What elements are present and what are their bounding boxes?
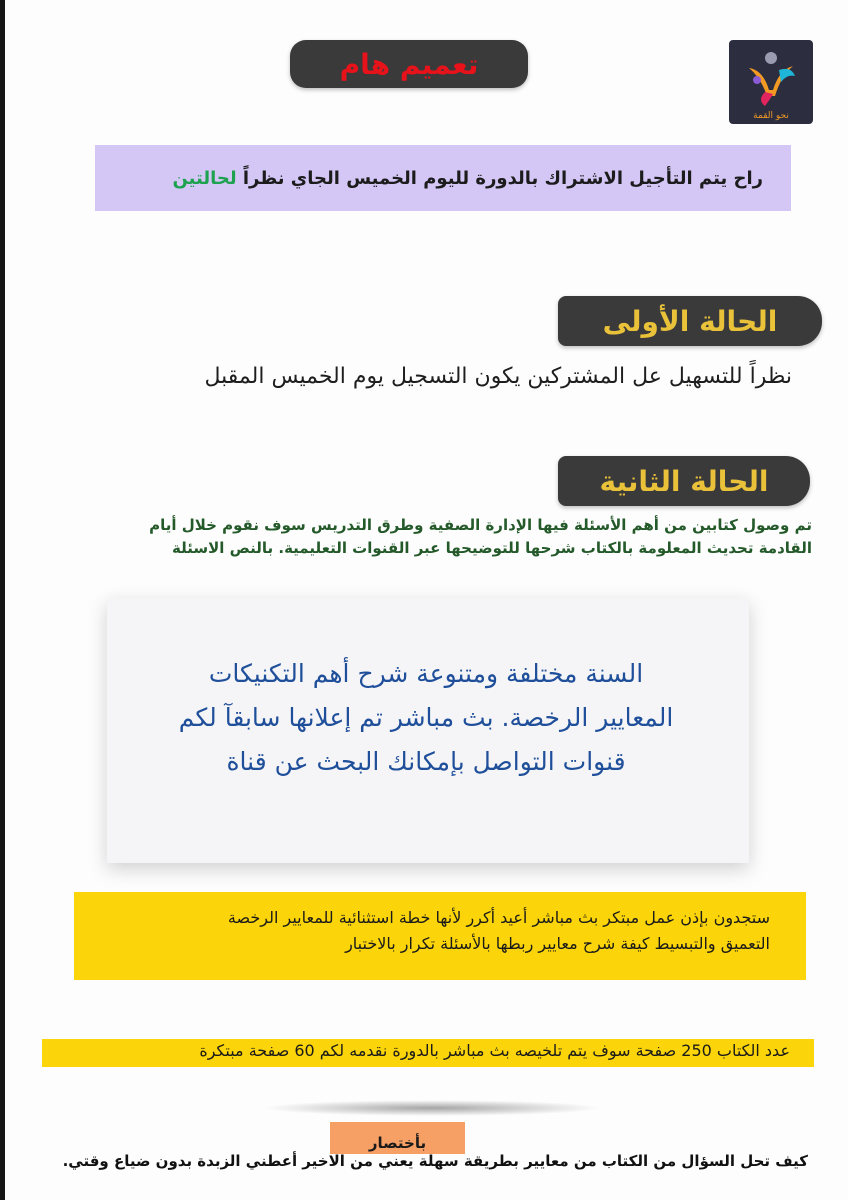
page-title — [290, 40, 528, 88]
case-one-title: الحالة الأولى — [602, 304, 778, 338]
summary-tab-label: بأختصار — [368, 1134, 427, 1152]
highlight-line-1: ستجدون بإذن عمل مبتكر بث مباشر أعيد أكرر لأنها خطة استثنائية للمعايير الرخصة — [227, 908, 770, 927]
logo-text: نحو القمة — [753, 111, 789, 121]
notice-highlight: لحالتين — [172, 167, 237, 189]
highlight-box-text — [80, 905, 770, 957]
info-card-text — [120, 652, 732, 784]
summary-tab — [330, 1122, 465, 1154]
logo-icon — [729, 40, 813, 124]
case-two-line-1: تم وصول كتابين من أهم الأسئلة فيها الإدارة الصفية وطرق التدريس سوف نقوم خلال أيام — [149, 516, 812, 534]
case-one-heading — [558, 296, 822, 346]
summary-strip-text: عدد الكتاب 250 صفحة سوف يتم تلخيصه بث مباشر بالدورة نقدمه لكم 60 صفحة مبتكرة — [199, 1041, 790, 1060]
case-two-heading — [558, 456, 810, 506]
page-title-text: تعميم هام — [339, 47, 479, 81]
footer-text: كيف تحل السؤال من الكتاب من معايير بطريقة سهلة يعني من الاخير أعطني الزبدة بدون ضياع وقتي. — [62, 1152, 808, 1170]
notice-banner — [95, 145, 791, 211]
card-line-2: المعايير الرخصة. بث مباشر تم إعلانها سابقآ لكم — [178, 703, 674, 732]
case-one-text: نظراً للتسهيل عل المشتركين يكون التسجيل يوم الخميس المقبل — [204, 364, 792, 389]
notice-main: راح يتم التأجيل الاشتراك بالدورة لليوم الخميس الجاي نظراً — [236, 167, 763, 189]
shadow-decoration — [262, 1100, 602, 1116]
case-two-line-2: القادمة تحديث المعلومة بالكتاب شرحها للتوضيحها عبر القنوات التعليمية. بالنص الاسئلة — [172, 539, 812, 557]
left-edge-bar — [0, 0, 5, 1200]
card-line-3: قنوات التواصل بإمكانك البحث عن قناة — [226, 747, 626, 776]
highlight-line-2: التعميق والتبسيط كيفة شرح معايير ربطها بالأسئلة تكرار بالاختبار — [345, 934, 770, 953]
card-line-1: السنة مختلفة ومتنوعة شرح أهم التكنيكات — [208, 659, 644, 688]
logo — [729, 40, 813, 124]
case-two-paragraph — [60, 514, 812, 560]
notice-text — [172, 168, 763, 189]
case-two-title: الحالة الثانية — [599, 464, 769, 498]
